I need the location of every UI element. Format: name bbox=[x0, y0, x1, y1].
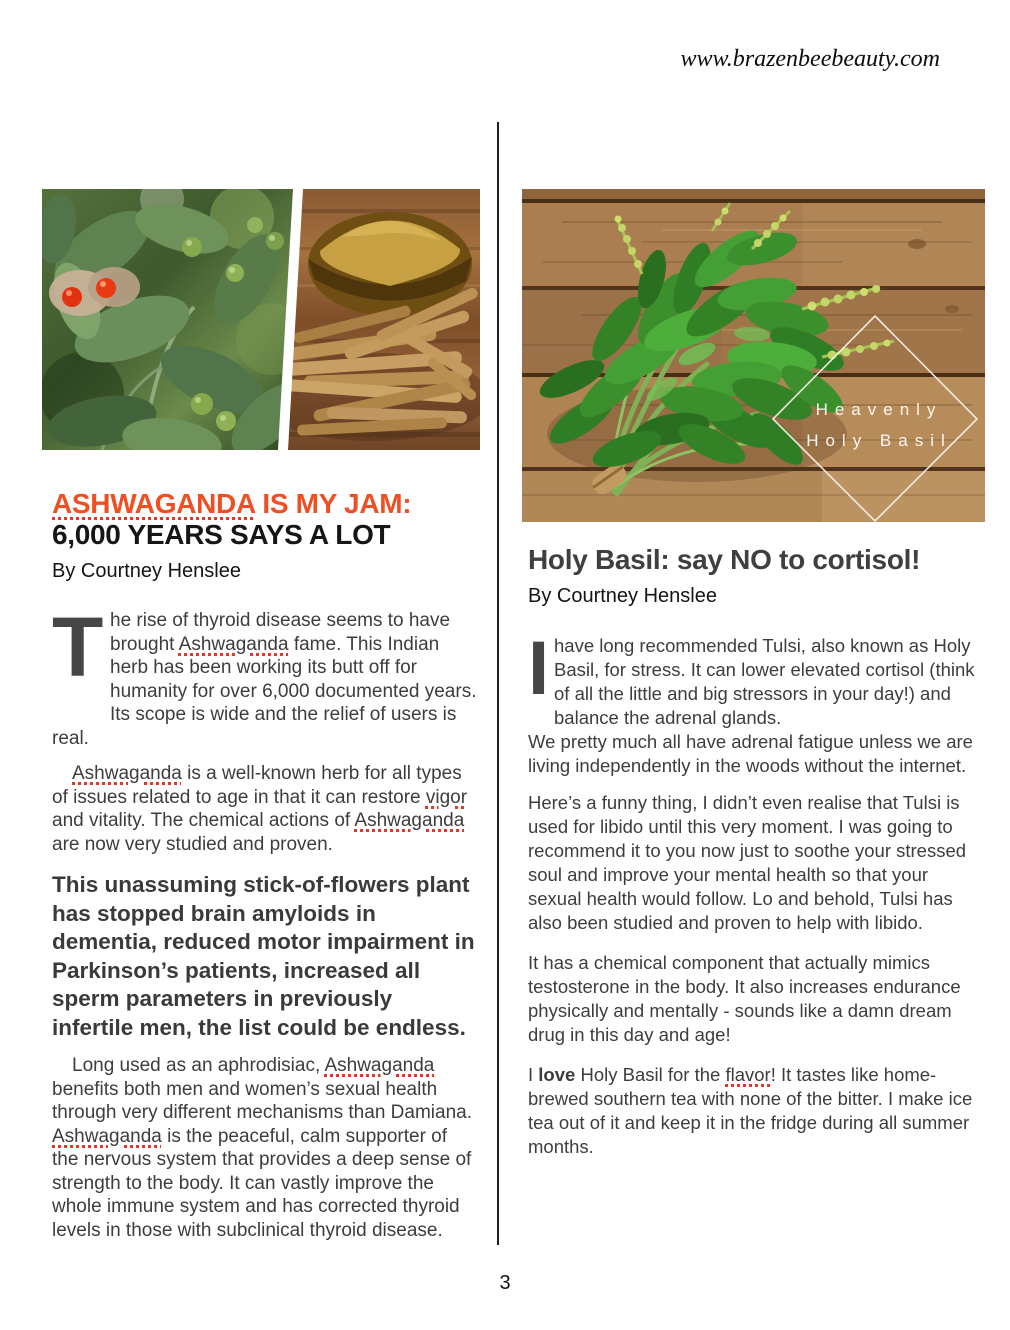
ashwaganda-plant-photo bbox=[42, 189, 314, 450]
paragraph: I love Holy Basil for the flavor! It tastes like home-brewed southern tea with none of the bitter. I make ice tea out of it and keep it in the fridge during all summer months. bbox=[528, 1064, 973, 1157]
article-title-line2: 6,000 YEARS SAYS A LOT bbox=[52, 519, 391, 550]
page-number: 3 bbox=[499, 1272, 511, 1294]
overlay-text-line1: Heavenly bbox=[815, 400, 943, 419]
byline: By Courtney Henslee bbox=[52, 560, 241, 582]
left-article bbox=[42, 189, 480, 1242]
website-url: www.brazenbeebeauty.com bbox=[680, 46, 940, 72]
paragraph: Long used as an aphrodisiac, Ashwaganda benefits both men and women’s sexual health through very different mechanisms than Damiana. Ashwaganda is the peaceful, calm supporter of the nervous system that provides a deep sense of strength to the body. It can vastly improve the whole immune system and has corrected thyroid levels in those with subclinical thyroid disease. bbox=[52, 1055, 472, 1241]
article-title-line1: ASHWAGANDA IS MY JAM: bbox=[52, 488, 412, 519]
article-title: Holy Basil: say NO to cortisol! bbox=[528, 544, 921, 575]
byline: By Courtney Henslee bbox=[528, 585, 717, 607]
overlay-text-line2: Holy Basil bbox=[806, 431, 952, 450]
paragraph: I have long recommended Tulsi, also known as Holy Basil, for stress. It can lower elevated cortisol (think of all the little and big stressors in your day!) and balance the adrenal glands. We pretty much all have adrenal fatigue unless we are living independently in the woods without the internet. bbox=[528, 626, 975, 776]
paragraph: The rise of thyroid disease seems to have brought Ashwaganda fame. This Indian herb has been working its butt off for humanity for over 6,000 documented years. Its scope is wide and the relief of users is real. bbox=[52, 600, 477, 749]
column-divider bbox=[497, 122, 499, 1245]
paragraph: Ashwaganda is a well-known herb for all types of issues related to age in that it can restore vigor and vitality. The chemical actions of Ashwaganda are now very studied and proven. bbox=[52, 763, 468, 855]
drop-cap: I bbox=[528, 626, 550, 711]
holy-basil-photo bbox=[522, 189, 985, 522]
right-article bbox=[522, 189, 985, 1159]
paragraph: Here’s a funny thing, I didn’t even realise that Tulsi is used for libido until this very moment. I was going to recommend it to you now just to soothe your stressed soul and improve your mental health so that your sexual health would follow. Lo and behold, Tulsi has also been studied and proven to help with libido. bbox=[528, 792, 967, 933]
paragraph: It has a chemical component that actually mimics testosterone in the body. It also increases endurance physically and mentally - sounds like a damn dream drug in this day and age! bbox=[528, 952, 961, 1045]
callout-paragraph: This unassuming stick-of-flowers plant has stopped brain amyloids in dementia, reduced motor impairment in Parkinson’s patients, increased all sperm parameters in previously infertile men, the list could be endless. bbox=[52, 872, 475, 1040]
ashwaganda-photo bbox=[42, 189, 480, 450]
drop-cap: T bbox=[52, 600, 104, 694]
